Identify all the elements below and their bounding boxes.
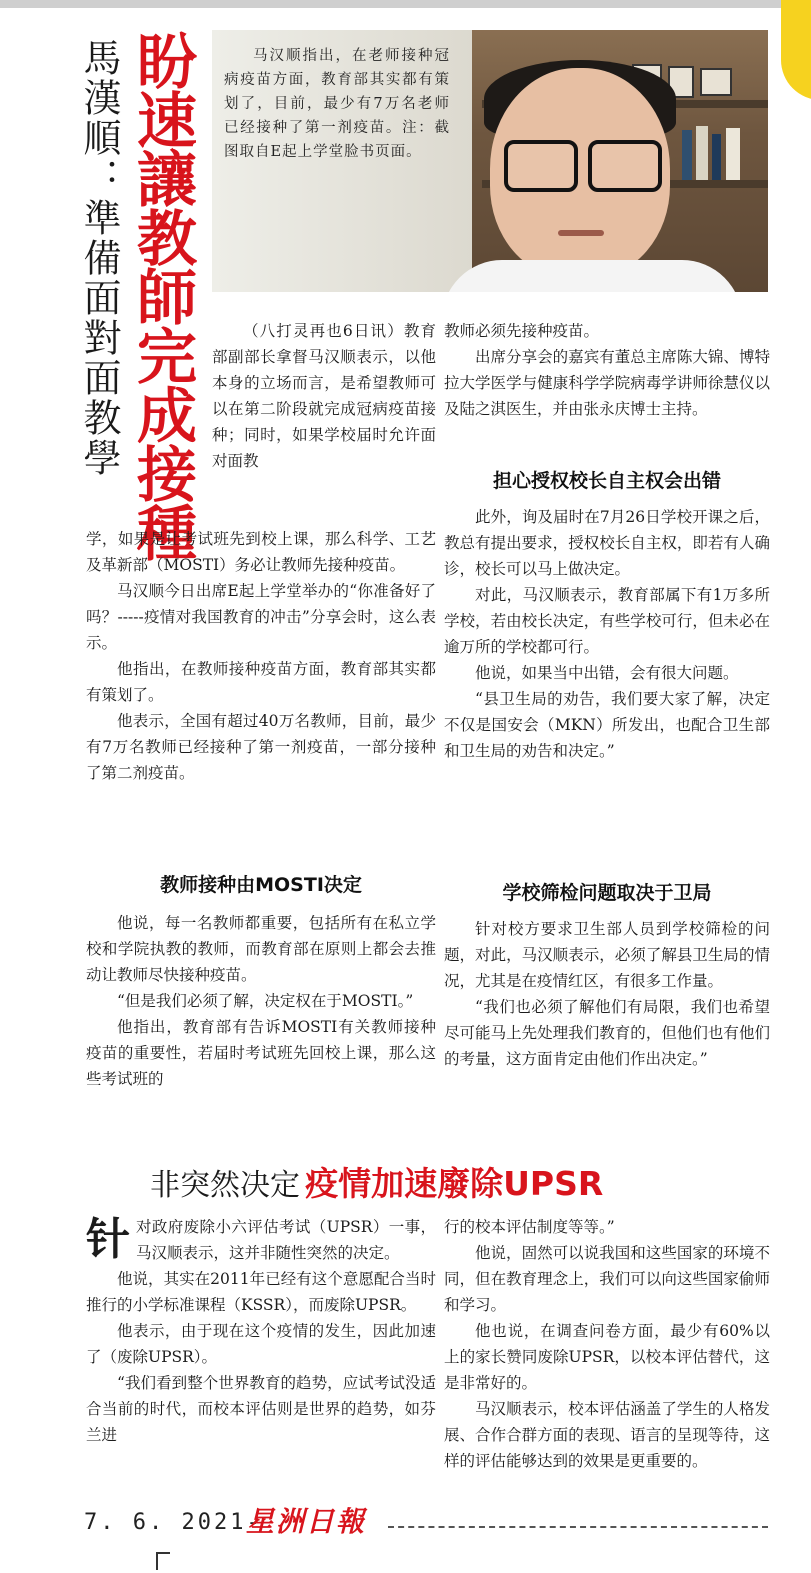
footer-dashed-rule	[388, 1526, 768, 1528]
article1-col2-c	[444, 916, 770, 1072]
paragraph: “我们看到整个世界教育的趋势，应试考试没适合当前的时代，而校本评估则是世界的趋势，如芬兰进	[86, 1374, 436, 1444]
subheading-mosti: 教师接种由MOSTI决定	[160, 874, 362, 896]
paragraph: 对此，马汉顺表示，教育部属下有1万多所学校，若由校长决定，有些学校可行，但未必在逾万所的学校都可行。	[444, 586, 770, 656]
headline-main: 盼速讓教師完成接種	[127, 30, 197, 561]
paragraph: 此外，询及届时在7月26日学校开课之后，教总有提出要求，授权校长自主权，即若有人确诊，校长可以马上做决定。	[444, 508, 770, 578]
photo-book	[726, 128, 740, 180]
headline-sub: 馬漢順：準備面對面教學	[77, 38, 121, 478]
footer-date: 7. 6. 2021-	[84, 1510, 263, 1535]
paragraph: 他说，固然可以说我国和这些国家的环境不同，但在教育理念上，我们可以向这些国家偷师和学习。	[444, 1244, 770, 1314]
article2-title-black: 非突然决定	[150, 1168, 300, 1203]
article1-col1	[86, 526, 436, 786]
crop-mark	[156, 1552, 170, 1570]
article-photo	[212, 30, 768, 292]
paragraph: 他也说，在调查问卷方面，最少有60%以上的家长赞同废除UPSR，以校本评估替代，这是非常好的。	[444, 1322, 770, 1392]
article1-col1-b	[86, 910, 436, 1092]
article2-col1	[86, 1214, 436, 1448]
photo-person-shirt	[442, 260, 742, 292]
photo-glasses-right	[588, 140, 662, 192]
article1-col2-a	[444, 318, 770, 422]
paragraph: 行的校本评估制度等等。”	[444, 1218, 615, 1236]
lead-text: 对政府废除小六评估考试（UPSR）一事，马汉顺表示，这并非随性突然的决定。	[136, 1218, 436, 1262]
paragraph: 他说，其实在2011年已经有这个意愿配合当时推行的小学标准课程（KSSR），而废除UPSR。	[86, 1270, 436, 1314]
article1-col2-b	[444, 504, 770, 764]
subheading-principal-autonomy: 担心授权校长自主权会出错	[492, 470, 721, 492]
photo-person-mouth	[558, 230, 604, 236]
top-border-strip	[0, 0, 811, 8]
paragraph: 学，如果是让考试班先到校上课，那么科学、工艺及革新部（MOSTI）务必让教师先接种疫苗。	[86, 530, 436, 574]
paragraph: 出席分享会的嘉宾有董总主席陈大锦、博特拉大学医学与健康科学学院病毒学讲师徐慧仪以及陆之淇医生，并由张永庆博士主持。	[444, 348, 770, 418]
paragraph: 马汉顺今日出席E起上学堂举办的“你准备好了吗？-----疫情对我国教育的冲击”分享会时，这么表示。	[86, 582, 436, 652]
photo-glasses-left	[504, 140, 578, 192]
photo-book	[696, 126, 708, 180]
article2-title-red: 疫情加速廢除UPSR	[305, 1164, 604, 1203]
page-tab-marker	[781, 0, 811, 100]
footer-masthead-logo: 星洲日報	[246, 1505, 367, 1538]
lead-paragraph	[86, 1214, 436, 1266]
paragraph: “县卫生局的劝告，我们要大家了解，决定不仅是国安会（MKN）所发出，也配合卫生部和卫生局的劝告和决定。”	[444, 690, 770, 760]
paragraph: “我们也必须了解他们有局限，我们也希望尽可能马上先处理我们教育的，但他们也有他们的考量，这方面肯定由他们作出决定。”	[444, 998, 770, 1068]
photo-book	[712, 134, 721, 180]
photo-book	[682, 130, 692, 180]
photo-caption: 马汉顺指出，在老师接种冠病疫苗方面，教育部其实都有策划了，目前，最少有7万名老师已经接种了第一剂疫苗。注：截图取自E起上学堂脸书页面。	[224, 48, 450, 160]
paragraph: 他表示，由于现在这个疫情的发生，因此加速了（废除UPSR）。	[86, 1322, 436, 1366]
dropcap: 针	[86, 1214, 130, 1265]
article1-lead	[212, 318, 436, 474]
article2-title	[150, 1158, 603, 1205]
photo-frame	[700, 68, 732, 96]
paragraph: 他指出，在教师接种疫苗方面，教育部其实都有策划了。	[86, 660, 436, 704]
paragraph: 他说，每一名教师都重要，包括所有在私立学校和学院执教的教师，而教育部在原则上都会去推动让教师尽快接种疫苗。	[86, 914, 436, 984]
article1-lead-paragraph: （八打灵再也6日讯）教育部副部长拿督马汉顺表示，以他本身的立场而言，是希望教师可以在第二阶段就完成冠病疫苗接种；同时，如果学校届时允许面对面教	[212, 322, 436, 470]
paragraph: 他说，如果当中出错，会有很大问题。	[475, 664, 739, 682]
subheading-school-screening: 学校筛检问题取决于卫局	[502, 882, 712, 904]
paragraph: 针对校方要求卫生部人员到学校筛检的问题，对此，马汉顺表示，必须了解县卫生局的情况，尤其是在疫情红区，有很多工作量。	[444, 920, 770, 990]
paragraph: 马汉顺表示，校本评估涵盖了学生的人格发展、合作合群方面的表现、语言的呈现等待，这样的评估能够达到的效果是更重要的。	[444, 1400, 770, 1470]
paragraph: 教师必须先接种疫苗。	[444, 322, 600, 340]
paragraph: “但是我们必须了解，决定权在于MOSTI。”	[117, 992, 414, 1010]
article2-col2	[444, 1214, 770, 1474]
paragraph: 他指出，教育部有告诉MOSTI有关教师接种疫苗的重要性，若届时考试班先回校上课，那么这些考试班的	[86, 1018, 436, 1088]
paragraph: 他表示，全国有超过40万名教师，目前，最少有7万名教师已经接种了第一剂疫苗，一部分接种了第二剂疫苗。	[86, 712, 436, 782]
